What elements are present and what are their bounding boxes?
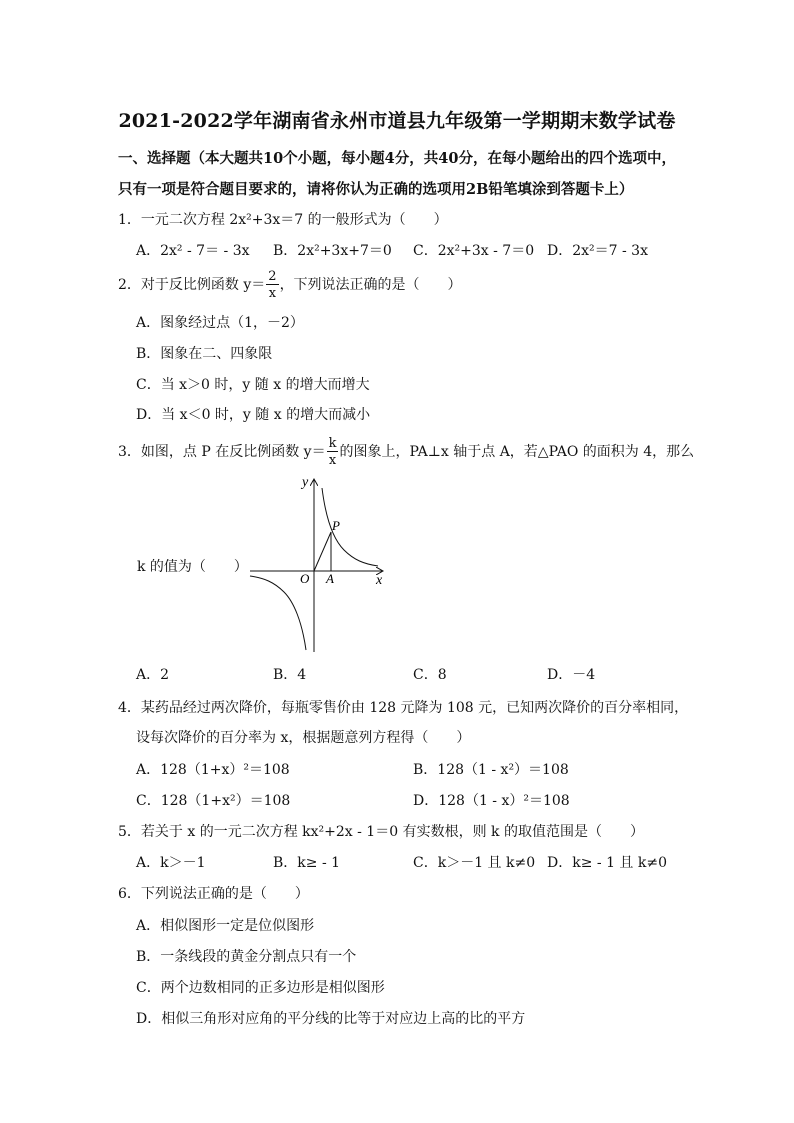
q6-option-b: B．一条线段的黄金分割点只有一个: [136, 949, 357, 965]
q6-option-d: D．相似三角形对应角的平分线的比等于对应边上高的比的平方: [136, 1011, 526, 1027]
q2-stem: [118, 270, 462, 300]
q2-stem-pre: 2．对于反比例函数 y＝: [118, 277, 266, 293]
label-p: P: [332, 518, 340, 533]
q1-option-d: D．2x²＝7 - 3x: [547, 243, 648, 259]
q2-frac-num: 2: [268, 269, 277, 284]
label-y: y: [302, 475, 309, 490]
q2-option-a: A．图象经过点（1，－2）: [136, 315, 304, 331]
q5-option-a: A．k＞－1: [136, 855, 206, 871]
q5-option-c: C．k＞－1 且 k≠0: [413, 855, 536, 871]
q4-stem-line1: 4．某药品经过两次降价，每瓶零售价由 128 元降为 108 元，已知两次降价的百分率相同，: [118, 700, 689, 716]
q3-stem-end: k 的值为（ ）: [137, 559, 248, 575]
q3-frac-den: x: [328, 453, 337, 468]
section-header-line2: 只有一项是符合题目要求的，请将你认为正确的选项用2B铅笔填涂到答题卡上）: [118, 181, 634, 198]
q3-hyperbola-graph: [240, 470, 400, 660]
section-header-line1: 一、选择题（本大题共10个小题，每小题4分，共40分，在每小题给出的四个选项中，: [118, 150, 676, 167]
q4-option-c: C．128（1+x²）＝108: [136, 793, 291, 809]
q2-fraction: [266, 270, 278, 300]
label-o: O: [300, 571, 310, 586]
q3-stem-post: 的图象上，PA⊥x 轴于点 A，若△PAO 的面积为 4，那么: [339, 444, 695, 460]
q4-option-b: B．128（1 - x²）＝108: [413, 762, 569, 778]
q6-option-c: C．两个边数相同的正多边形是相似图形: [136, 980, 385, 996]
q2-frac-den: x: [268, 286, 277, 301]
hyperbola-branch-3: [250, 576, 306, 650]
q3-option-b: B．4: [273, 667, 307, 683]
q4-option-a: A．128（1+x）²＝108: [136, 762, 290, 778]
q3-option-a: A．2: [136, 667, 170, 683]
q5-option-b: B．k≥ - 1: [273, 855, 341, 871]
q5-option-d: D．k≥ - 1 且 k≠0: [547, 855, 667, 871]
q3-fraction: [327, 437, 339, 467]
q2-option-c: C．当 x＞0 时，y 随 x 的增大而增大: [136, 377, 370, 393]
q1-option-a: A．2x² - 7＝ - 3x: [136, 243, 250, 259]
q3-stem-pre: 3．如图，点 P 在反比例函数 y＝: [118, 444, 326, 460]
q3-option-c: C．8: [413, 667, 447, 683]
q2-option-d: D．当 x＜0 时，y 随 x 的增大而减小: [136, 407, 371, 423]
q4-stem-line2: 设每次降价的百分率为 x，根据题意列方程得（ ）: [136, 730, 471, 746]
q1-stem: 1．一元二次方程 2x²+3x＝7 的一般形式为（ ）: [118, 212, 448, 228]
q2-stem-post: ，下列说法正确的是（ ）: [279, 277, 462, 293]
q1-option-c: C．2x²+3x - 7＝0: [413, 243, 535, 259]
hyperbola-branch-1: [322, 488, 378, 566]
q5-stem: 5．若关于 x 的一元二次方程 kx²+2x - 1＝0 有实数根，则 k 的取值范围是（ ）: [118, 824, 644, 840]
label-x: x: [376, 573, 383, 588]
q2-option-b: B．图象在二、四象限: [136, 346, 273, 362]
q4-option-d: D．128（1 - x）²＝108: [413, 793, 570, 809]
segment-op: [314, 532, 331, 571]
label-a: A: [326, 571, 334, 586]
q1-option-b: B．2x²+3x+7＝0: [273, 243, 392, 259]
q3-option-d: D．－4: [547, 667, 596, 683]
q6-option-a: A．相似图形一定是位似图形: [136, 918, 315, 934]
q6-stem: 6．下列说法正确的是（ ）: [118, 886, 309, 902]
q3-frac-num: k: [328, 436, 337, 451]
q3-stem: [118, 437, 694, 467]
page-title: 2021-2022学年湖南省永州市道县九年级第一学期期末数学试卷: [118, 110, 676, 132]
